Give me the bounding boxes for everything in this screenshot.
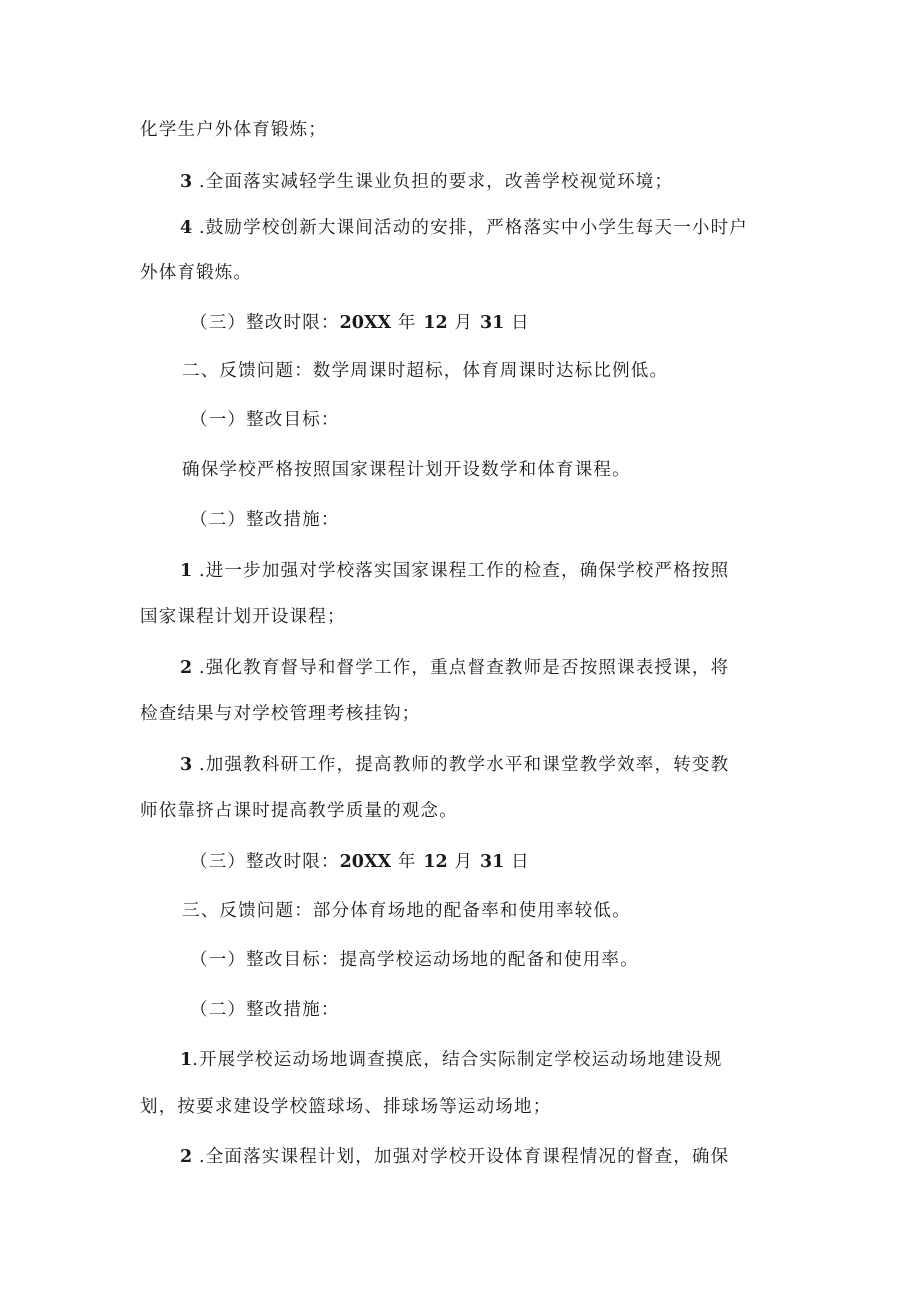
item-number: 2 [180,658,193,678]
subsection-heading [190,998,340,1022]
text-line [140,1095,551,1119]
line-text: 二、反馈问题：数学周课时超标，体育周课时达标比例低。 [182,361,669,381]
deadline-day: 31 [479,313,505,333]
line-text: .开展学校运动场地调查摸底，结合实际制定学校运动场地建设规 [192,1050,723,1070]
line-text: （二）整改措施： [190,1000,340,1020]
line-text: 日 [504,313,530,333]
line-text: 检查结果与对学校管理考核挂钩； [140,704,421,724]
text-line [140,261,252,285]
line-text: 国家课程计划开设课程； [140,607,346,627]
line-text: 年 [391,313,424,333]
text-line [182,458,631,482]
line-text: （二）整改措施： [190,510,340,530]
item-number: 1 [180,1050,193,1070]
deadline-month: 12 [423,313,448,333]
deadline-year: 20XX [339,852,392,872]
list-item [180,1145,729,1169]
deadline-month: 12 [423,852,448,872]
item-number: 3 [180,755,193,775]
line-text: 日 [504,852,530,872]
line-text: .全面落实课程计划，加强对学校开设体育课程情况的督查，确保 [192,1147,730,1167]
item-number: 4 [180,218,193,238]
item-number: 3 [180,172,193,192]
line-text: 三、反馈问题：部分体育场地的配备率和使用率较低。 [182,901,631,921]
subsection-heading [190,948,639,972]
line-text: .加强教科研工作，提高教师的教学水平和课堂教学效率，转变教 [192,755,730,775]
item-number: 2 [180,1147,193,1167]
list-item [180,1048,723,1072]
list-item [180,559,729,583]
deadline-line [190,850,530,874]
line-text: .进一步加强对学校落实国家课程工作的检查，确保学校严格按照 [192,561,730,581]
deadline-day: 31 [479,852,505,872]
line-text: 月 [447,852,480,872]
list-item [180,753,729,777]
line-text: 化学生户外体育锻炼； [140,120,327,140]
list-item [180,216,748,240]
line-text: （一）整改目标：提高学校运动场地的配备和使用率。 [190,950,639,970]
text-line [140,799,458,823]
list-item [180,170,673,194]
section-heading [182,899,631,923]
deadline-line [190,311,530,335]
line-text: （一）整改目标： [190,410,340,430]
subsection-heading [190,408,340,432]
line-text: 确保学校严格按照国家课程计划开设数学和体育课程。 [182,460,631,480]
list-item [180,656,729,680]
line-text: 月 [447,313,480,333]
item-number: 1 [180,561,193,581]
line-text: .鼓励学校创新大课间活动的安排，严格落实中小学生每天一小时户 [192,218,749,238]
subsection-heading [190,508,340,532]
text-line [140,605,346,629]
line-text: （三）整改时限： [190,313,340,333]
line-text: 师依靠挤占课时提高教学质量的观念。 [140,801,458,821]
line-text: 年 [391,852,424,872]
text-line [140,702,421,726]
line-text: （三）整改时限： [190,852,340,872]
line-text: 外体育锻炼。 [140,263,253,283]
line-text: .全面落实减轻学生课业负担的要求，改善学校视觉环境； [192,172,674,192]
deadline-year: 20XX [339,313,392,333]
section-heading [182,359,668,383]
text-line [140,118,327,142]
line-text: .强化教育督导和督学工作，重点督查教师是否按照课表授课，将 [192,658,730,678]
line-text: 划，按要求建设学校篮球场、排球场等运动场地； [140,1097,552,1117]
